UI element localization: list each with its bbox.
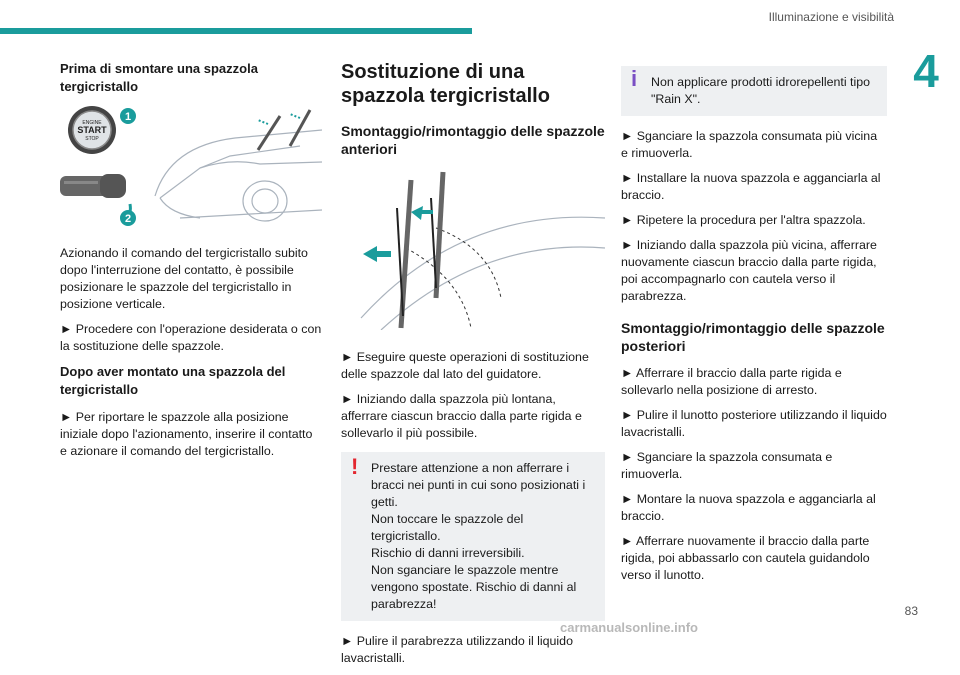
button-text-2: START — [77, 125, 107, 135]
paragraph-clean-windscreen: ► Pulire il parabrezza utilizzando il liquido lavacristalli. — [341, 634, 573, 665]
header-accent-bar — [0, 28, 472, 34]
subtitle-front-wipers: Smontaggio/rimontaggio delle spazzole anteriori — [341, 123, 605, 157]
paragraph-lift-arms: ► Iniziando dalla spazzola più lontana, afferrare ciascun braccio dalla parte rigida e sollevarlo il più possibile. — [341, 392, 582, 440]
arrow-up-left-icon — [411, 206, 433, 220]
paragraph-unhook-nearest: ► Sganciare la spazzola consumata più vicina e rimuoverla. — [621, 129, 878, 160]
paragraph-rear-lower: ► Afferrare nuovamente il braccio dalla parte rigida, poi abbassarlo con cautela guidandolo verso il lunotto. — [621, 534, 870, 582]
column-middle — [341, 60, 605, 675]
figure-engine-start-wiper — [60, 106, 322, 231]
car-illustration — [155, 130, 322, 221]
warning-line-4: Non sganciare le spazzole mentre vengono spostate. Rischio di danni al parabrezza! — [371, 563, 577, 611]
page-number: 83 — [904, 604, 918, 618]
column-left — [60, 60, 322, 468]
wiper-blade-1 — [258, 116, 280, 150]
info-icon: i — [631, 66, 638, 91]
column-right — [621, 56, 887, 592]
warning-line-2: Non toccare le spazzole del tergicristallo. — [371, 512, 524, 543]
paragraph-lower-arms: ► Iniziando dalla spazzola più vicina, afferrare nuovamente ciascun braccio dalla parte rigida, poi accompagnarlo con cautela verso il parabrezza. — [621, 238, 877, 303]
paragraph-rear-mount: ► Montare la nuova spazzola e agganciarla al braccio. — [621, 492, 876, 523]
paragraph-repeat: ► Ripetere la procedura per l'altra spazzola. — [621, 213, 866, 227]
badge-2-label: 2 — [124, 213, 132, 225]
section-title: Illuminazione e visibilità — [768, 10, 894, 24]
button-text-1: ENGINE — [82, 120, 102, 126]
warning-line-3: Rischio di danni irreversibili. — [371, 546, 525, 560]
paragraph-install-new: ► Installare la nuova spazzola e agganciarla al braccio. — [621, 171, 881, 202]
wiper-blade-2 — [290, 110, 310, 146]
paragraph-rear-clean: ► Pulire il lunotto posteriore utilizzando il liquido lavacristalli. — [621, 408, 887, 439]
warning-line-1: Prestare attenzione a non afferrare i bracci nei punti in cui sono posizionati i getti. — [371, 461, 586, 509]
info-box — [621, 66, 887, 116]
page-title: Sostituzione di una spazzola tergicristallo — [341, 61, 550, 107]
paragraph-proceed: ► Procedere con l'operazione desiderata o con la sostituzione delle spazzole. — [60, 322, 322, 353]
warning-box — [341, 452, 605, 621]
chapter-number: 4 — [913, 45, 939, 97]
paragraph-driver-side: ► Eseguire queste operazioni di sostituzione delle spazzole dal lato del guidatore. — [341, 350, 589, 381]
paragraph-rear-unhook: ► Sganciare la spazzola consumata e rimuoverla. — [621, 450, 833, 481]
watermark: carmanualsonline.info — [560, 620, 698, 635]
paragraph-rear-lift: ► Afferrare il braccio dalla parte rigida e sollevarlo nella posizione di arresto. — [621, 366, 842, 397]
wiper-arm-icon — [397, 172, 443, 328]
warning-icon: ! — [351, 454, 359, 479]
subtitle-rear-wiper: Smontaggio/rimontaggio delle spazzole posteriori — [621, 320, 885, 354]
info-text: Non applicare prodotti idrorepellenti tipo "Rain X". — [651, 75, 871, 106]
figure-front-wiper-lift — [341, 168, 605, 335]
paragraph-return-position: ► Per riportare le spazzole alla posizione iniziale dopo l'azionamento, inserire il contatto e azionare il comando del tergicristallo. — [60, 410, 313, 458]
heading-before-removal: Prima di smontare una spazzola tergicristallo — [60, 61, 258, 94]
arrow-left-icon — [363, 246, 391, 262]
heading-after-fitting: Dopo aver montato una spazzola del tergicristallo — [60, 364, 286, 397]
paragraph-wiper-position: Azionando il comando del tergicristallo subito dopo l'interruzione del contatto, è possibile posizionare le spazzole del tergicristallo in posizione verticale. — [60, 246, 308, 311]
wiper-stalk-icon — [60, 174, 126, 198]
button-text-3: STOP — [85, 136, 99, 142]
badge-1-label: 1 — [124, 111, 132, 123]
